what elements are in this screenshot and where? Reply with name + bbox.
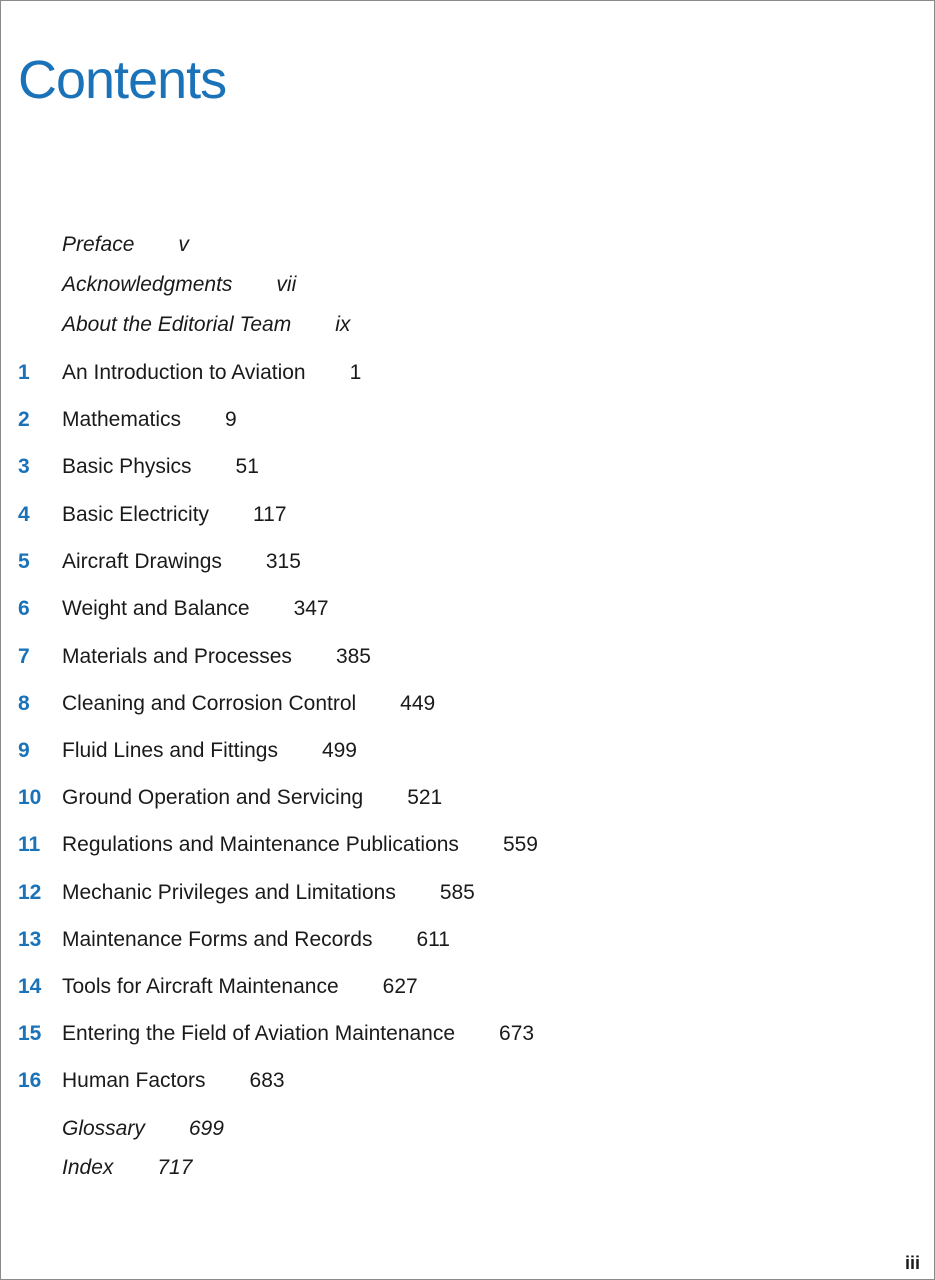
toc-entry-page: vii (276, 273, 297, 296)
toc-entry-title: Fluid Lines and Fittings (62, 739, 278, 762)
toc-entry-title: Materials and Processes (62, 645, 292, 668)
toc-entry-page: 347 (293, 597, 329, 620)
toc-entry-title: Basic Physics (62, 455, 192, 478)
toc-entry-title: Human Factors (62, 1069, 206, 1092)
chapter-number: 3 (18, 455, 30, 478)
toc-entry-title: Regulations and Maintenance Publications (62, 833, 459, 856)
chapter-number: 7 (18, 645, 30, 668)
chapter-number: 1 (18, 361, 30, 384)
chapter-number: 11 (18, 833, 41, 856)
toc-entry-page: 449 (400, 692, 436, 715)
toc-entry-page: 699 (188, 1117, 224, 1140)
chapter-number: 14 (18, 975, 42, 998)
chapter-number: 5 (18, 550, 30, 573)
toc-entry-page: 611 (416, 928, 450, 951)
page-folio: iii (904, 1253, 920, 1273)
chapter-number: 6 (18, 597, 30, 620)
toc-entry-title: Cleaning and Corrosion Control (62, 692, 357, 715)
chapter-number: 8 (18, 692, 30, 715)
toc-entry-page: 499 (321, 739, 357, 762)
toc-entry-title: Aircraft Drawings (62, 550, 222, 573)
toc-entry-page: 521 (407, 786, 443, 809)
toc-entry-page: v (178, 233, 189, 256)
toc-entry-title: Preface (62, 233, 135, 256)
toc-entry-page: ix (335, 313, 351, 336)
toc-entry-title: Tools for Aircraft Maintenance (62, 975, 339, 998)
toc-entry-title: Mathematics (62, 408, 182, 431)
toc-entry-title: Maintenance Forms and Records (62, 928, 373, 951)
toc-entry-page: 585 (439, 881, 475, 904)
toc-entry-title: Basic Electricity (62, 503, 210, 526)
toc-entry-page: 315 (265, 550, 301, 573)
toc-entry-title: An Introduction to Aviation (62, 361, 306, 384)
chapter-number: 16 (18, 1069, 42, 1092)
toc-entry-page: 559 (502, 833, 538, 856)
toc-entry-page: 9 (225, 408, 237, 431)
chapter-number: 4 (18, 503, 30, 526)
chapter-number: 9 (18, 739, 30, 762)
page-title: Contents (18, 50, 227, 111)
toc-entry-title: Weight and Balance (62, 597, 250, 620)
toc-entry-title: Acknowledgments (62, 273, 233, 296)
toc-entry-title: Mechanic Privileges and Limitations (62, 881, 396, 904)
toc-entry-page: 683 (249, 1069, 285, 1092)
chapter-number: 12 (18, 881, 42, 904)
toc-entry-title: Index (62, 1156, 114, 1179)
chapter-number: 13 (18, 928, 42, 951)
toc-entry-page: 627 (382, 975, 418, 998)
chapter-number: 10 (18, 786, 42, 809)
toc-entry-title: Ground Operation and Servicing (62, 786, 364, 809)
toc-entry-title: About the Editorial Team (62, 313, 292, 336)
chapter-number: 2 (18, 408, 30, 431)
toc-entry-title: Entering the Field of Aviation Maintenance (62, 1022, 456, 1045)
toc-entry-page: 385 (335, 645, 371, 668)
toc-entry-page: 673 (499, 1022, 535, 1045)
toc-entry-page: 717 (157, 1156, 193, 1179)
chapter-number: 15 (18, 1022, 42, 1045)
toc-entry-page: 117 (253, 503, 287, 526)
toc-entry-page: 51 (235, 455, 259, 478)
toc-entry-page: 1 (349, 361, 362, 384)
toc-entry-title: Glossary (62, 1117, 145, 1140)
